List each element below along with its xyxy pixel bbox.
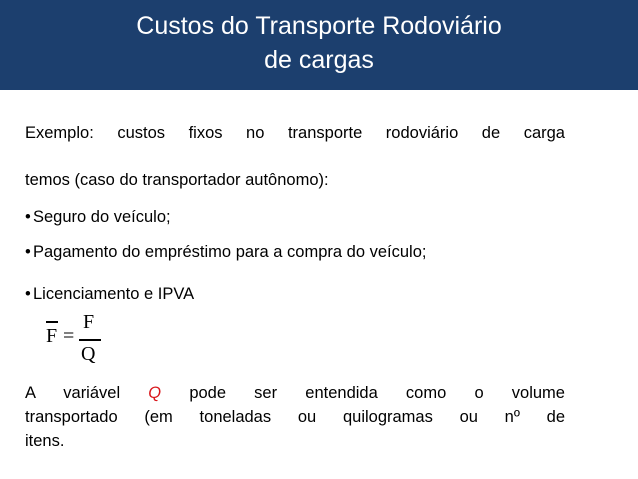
paragraph-line-2: transportado (em toneladas ou quilogramas ou nº de xyxy=(25,408,565,426)
paragraph-text: A variável xyxy=(25,384,121,402)
intro-line-1: Exemplo: custos fixos no transporte rodoviário de carga xyxy=(25,124,565,142)
bullet-item-seguro xyxy=(25,208,171,227)
paragraph-text: pode ser entendida como o volume xyxy=(189,384,565,402)
slide-title-line-1: Custos do Transporte Rodoviário xyxy=(136,12,502,40)
cost-formula xyxy=(43,311,113,371)
explanation-paragraph xyxy=(25,381,565,453)
bullet-text: Seguro do veículo; xyxy=(33,208,171,226)
slide-title-line-2: de cargas xyxy=(264,46,374,74)
formula-fraction-line xyxy=(79,339,101,341)
formula-numerator: F xyxy=(83,311,95,333)
paragraph-line-1 xyxy=(25,381,565,405)
formula-denominator: Q xyxy=(81,343,96,365)
formula-overbar xyxy=(46,321,58,323)
slide-title-bar xyxy=(0,0,638,90)
intro-line-2: temos (caso do transportador autônomo): xyxy=(25,171,329,189)
bullet-text: Pagamento do empréstimo para a compra do veículo; xyxy=(33,243,427,261)
bullet-marker: • xyxy=(25,208,31,226)
formula-lhs: F xyxy=(46,325,58,347)
bullet-item-licenciamento xyxy=(25,285,194,304)
variable-q: Q xyxy=(148,384,162,402)
formula-equals: = xyxy=(63,325,75,347)
bullet-marker: • xyxy=(25,243,31,261)
bullet-marker: • xyxy=(25,285,31,303)
bullet-item-pagamento xyxy=(25,243,426,262)
paragraph-line-3: itens. xyxy=(25,432,65,450)
bullet-text: Licenciamento e IPVA xyxy=(33,285,195,303)
